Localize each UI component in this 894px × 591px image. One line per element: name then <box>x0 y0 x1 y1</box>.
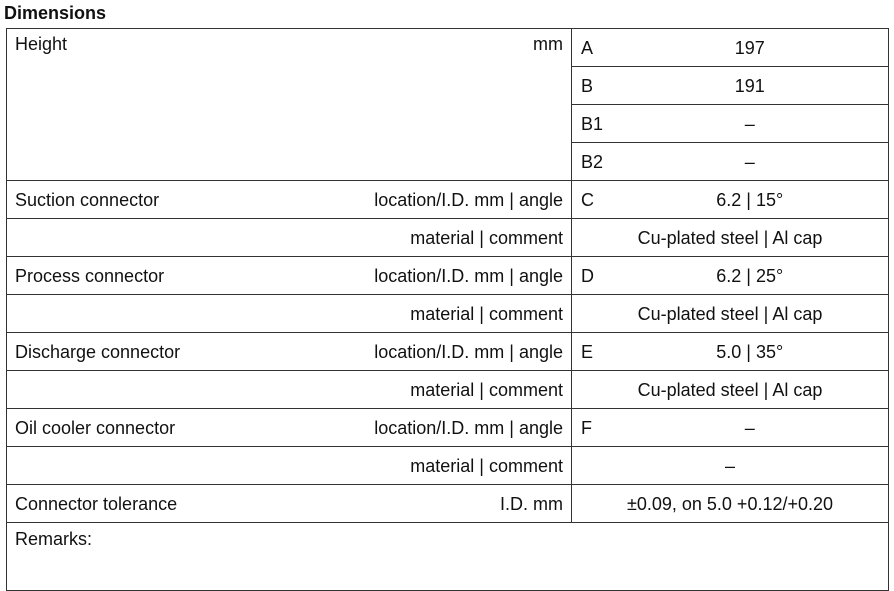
connector-spec: location/I.D. mm | angle <box>257 257 572 295</box>
connector-label: Suction connector <box>7 181 257 219</box>
connector-value: 6.2 | 25° <box>612 257 889 295</box>
material-value: Cu-plated steel | Al cap <box>572 219 889 257</box>
table-row <box>7 219 889 257</box>
location-code: F <box>572 409 612 447</box>
height-value: – <box>612 143 889 181</box>
material-spec: material | comment <box>257 371 572 409</box>
section-title: Dimensions <box>4 3 107 23</box>
material-value: Cu-plated steel | Al cap <box>572 295 889 333</box>
table-row <box>7 257 889 295</box>
tolerance-spec: I.D. mm <box>257 485 572 523</box>
remarks-label: Remarks: <box>7 523 889 591</box>
material-spec: material | comment <box>257 219 572 257</box>
material-value: – <box>572 447 889 485</box>
connector-label: Discharge connector <box>7 333 257 371</box>
connector-label: Process connector <box>7 257 257 295</box>
connector-spec: location/I.D. mm | angle <box>257 333 572 371</box>
location-code: B <box>572 67 612 105</box>
material-value: Cu-plated steel | Al cap <box>572 371 889 409</box>
table-row <box>7 181 889 219</box>
connector-value: 6.2 | 15° <box>612 181 889 219</box>
location-code: A <box>572 29 612 67</box>
connector-spec: location/I.D. mm | angle <box>257 181 572 219</box>
empty-cell <box>7 447 257 485</box>
location-code: C <box>572 181 612 219</box>
table-row <box>7 447 889 485</box>
height-unit: mm <box>257 29 572 181</box>
height-value: 191 <box>612 67 889 105</box>
tolerance-value: ±0.09, on 5.0 +0.12/+0.20 <box>572 485 889 523</box>
table-row <box>7 295 889 333</box>
location-code: B1 <box>572 105 612 143</box>
table-row <box>7 523 889 591</box>
connector-value: – <box>612 409 889 447</box>
empty-cell <box>7 295 257 333</box>
dimensions-table <box>6 28 889 591</box>
height-value: – <box>612 105 889 143</box>
table-row <box>7 409 889 447</box>
location-code: B2 <box>572 143 612 181</box>
table-row <box>7 333 889 371</box>
location-code: E <box>572 333 612 371</box>
empty-cell <box>7 371 257 409</box>
location-code: D <box>572 257 612 295</box>
empty-cell <box>7 219 257 257</box>
connector-value: 5.0 | 35° <box>612 333 889 371</box>
table-row <box>7 371 889 409</box>
tolerance-label: Connector tolerance <box>7 485 257 523</box>
table-row <box>7 485 889 523</box>
table-row <box>7 29 889 67</box>
height-value: 197 <box>612 29 889 67</box>
material-spec: material | comment <box>257 295 572 333</box>
connector-spec: location/I.D. mm | angle <box>257 409 572 447</box>
material-spec: material | comment <box>257 447 572 485</box>
connector-label: Oil cooler connector <box>7 409 257 447</box>
height-label: Height <box>7 29 257 181</box>
